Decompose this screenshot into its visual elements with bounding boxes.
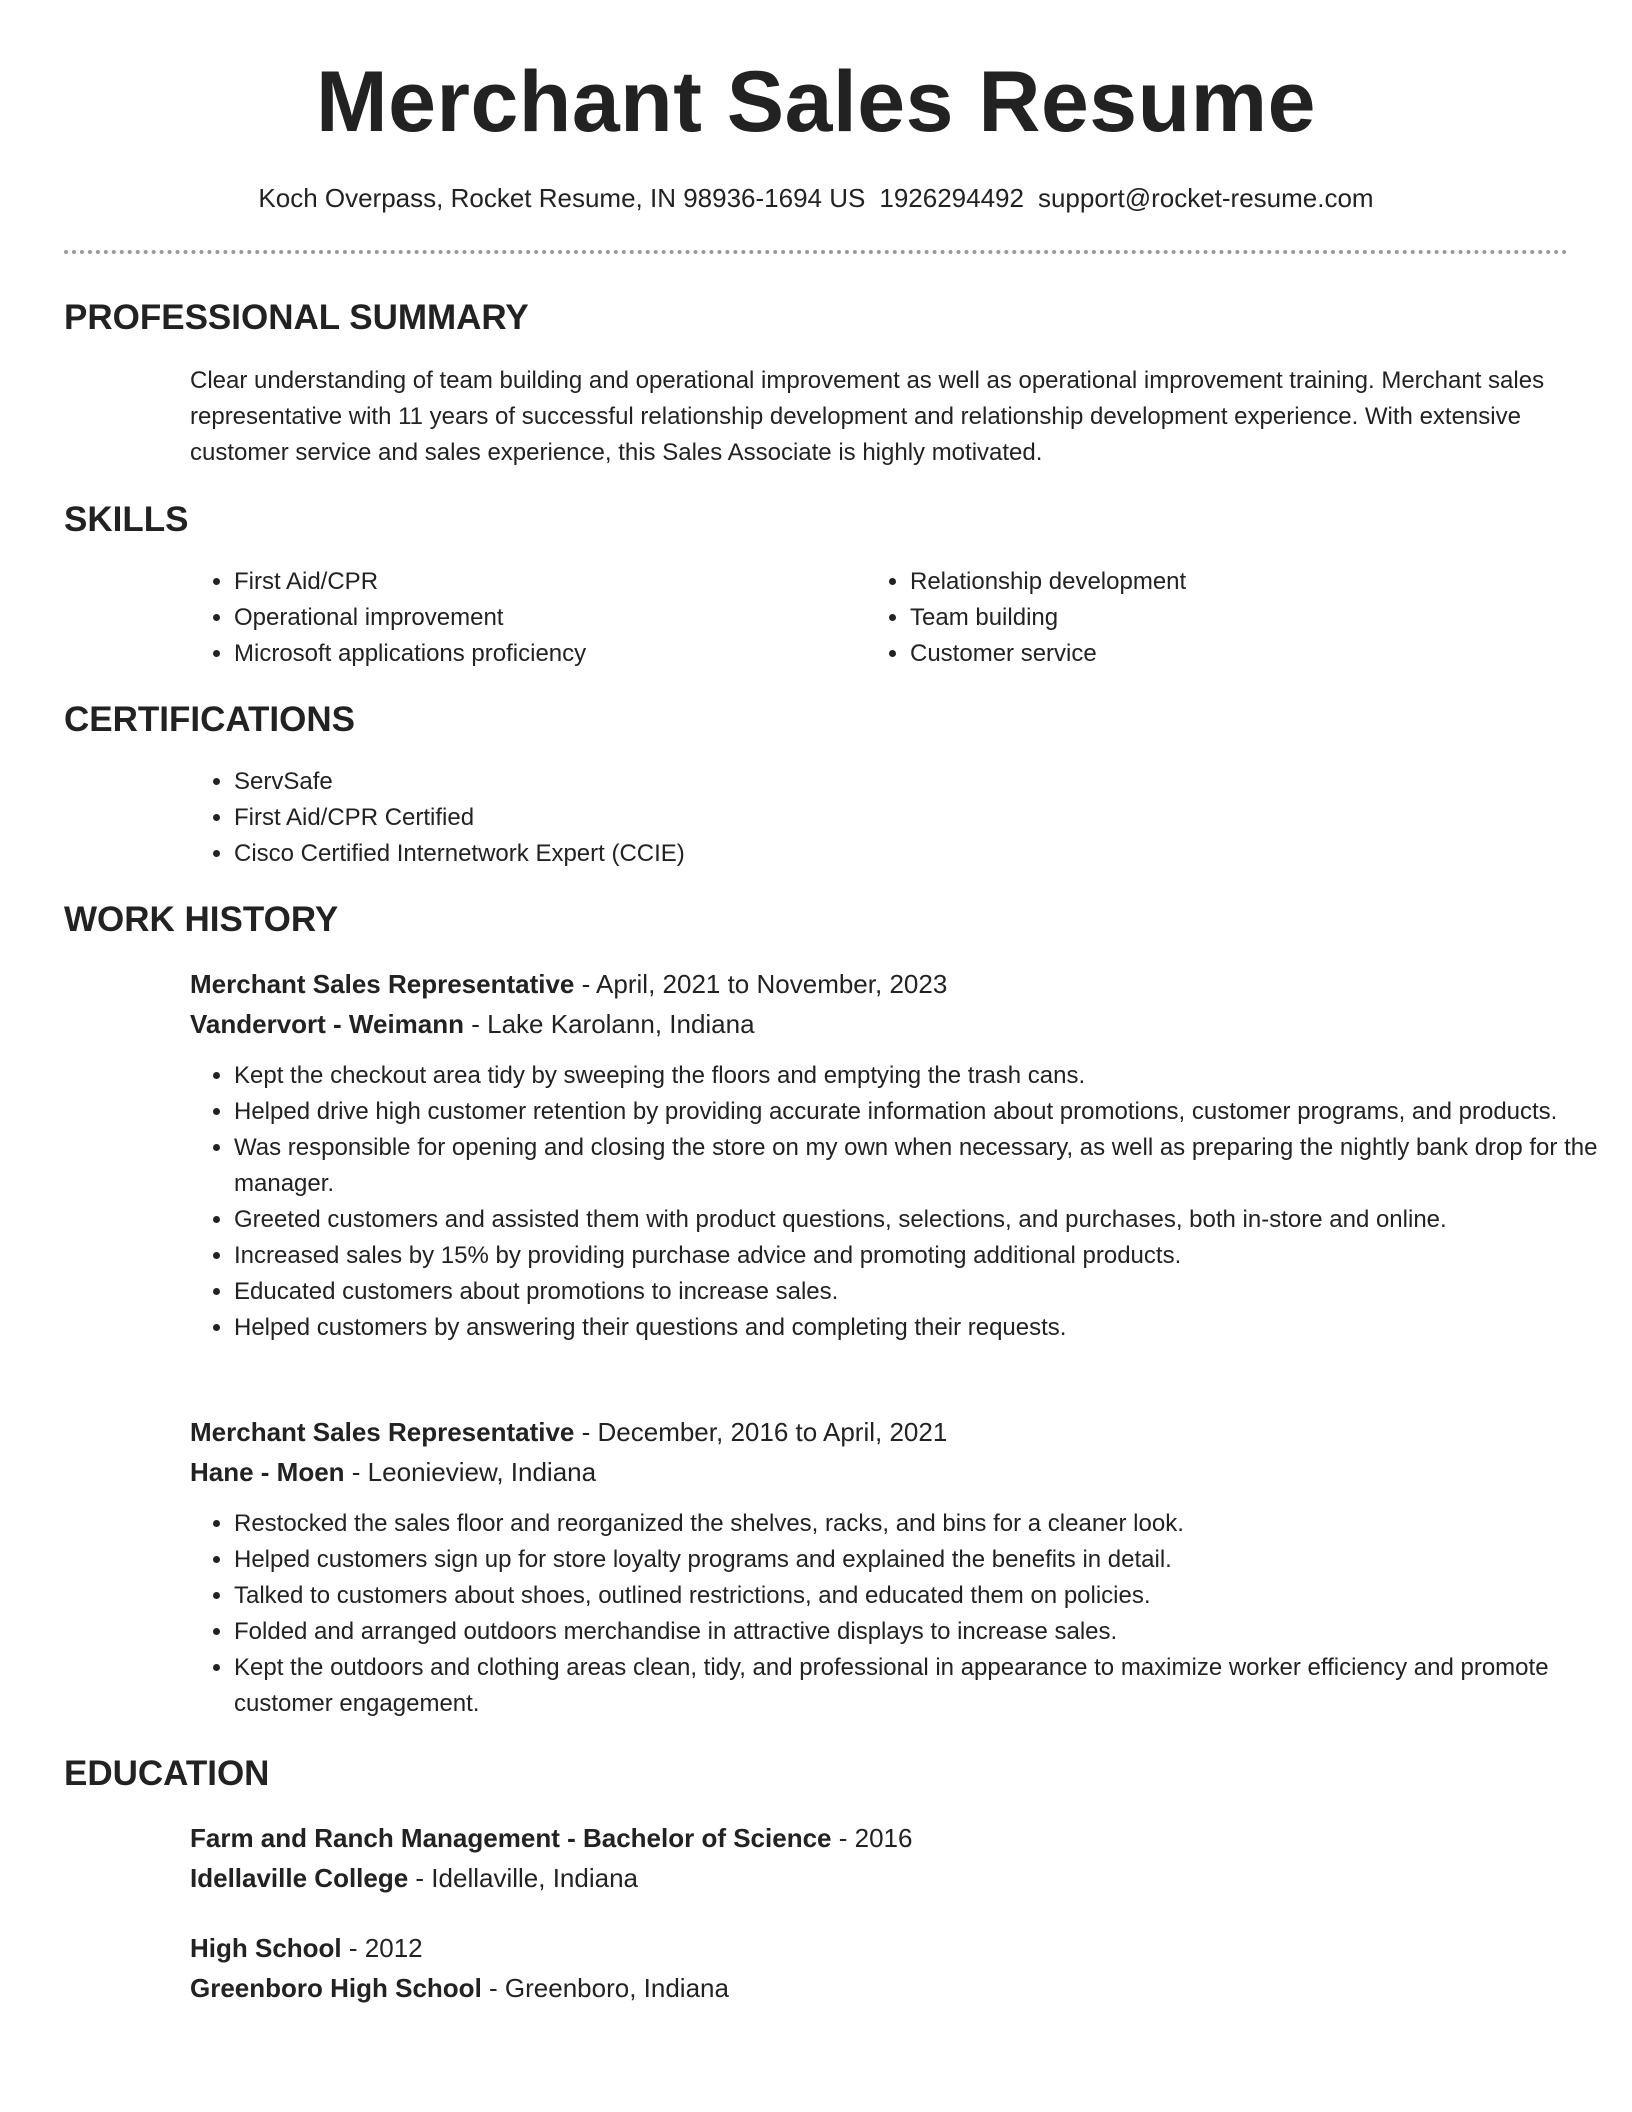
job-2-duties	[190, 1506, 1612, 1722]
duty-item: • Folded and arranged outdoors merchandise in attractive displays to increase sales.	[234, 1614, 1612, 1650]
education-2-location: - Greenboro, Indiana	[481, 1973, 729, 2003]
education-1-degree-line	[190, 1818, 912, 1858]
skills-list-left	[190, 564, 834, 672]
job-2-company: Hane - Moen	[190, 1457, 345, 1487]
contact-phone: 1926294492	[879, 183, 1024, 213]
duty-item: • Talked to customers about shoes, outlined restrictions, and educated them on policies.	[234, 1578, 1612, 1614]
duty-item: • Educated customers about promotions to increase sales.	[234, 1274, 1612, 1310]
job-1-title: Merchant Sales Representative	[190, 969, 575, 999]
education-1-school-line	[190, 1858, 638, 1898]
header-divider	[64, 250, 1568, 254]
job-2-dates: - December, 2016 to April, 2021	[574, 1417, 948, 1447]
duty-item: • Restocked the sales floor and reorganized the shelves, racks, and bins for a cleaner look.	[234, 1506, 1612, 1542]
skills-list-right	[866, 564, 1510, 672]
contact-address: Koch Overpass, Rocket Resume, IN 98936-1694 US	[258, 183, 866, 213]
certification-item: • First Aid/CPR Certified	[234, 800, 1234, 836]
summary-heading: PROFESSIONAL SUMMARY	[64, 298, 529, 337]
skill-item: • Customer service	[910, 636, 1510, 672]
work-heading: WORK HISTORY	[64, 900, 339, 939]
education-1-degree: Farm and Ranch Management - Bachelor of Science	[190, 1823, 832, 1853]
education-2-school: Greenboro High School	[190, 1973, 482, 2003]
duty-item: • Kept the outdoors and clothing areas clean, tidy, and professional in appearance to maximize worker efficiency and promote customer engagement.	[234, 1650, 1612, 1722]
job-1-dates: - April, 2021 to November, 2023	[574, 969, 948, 999]
job-2-company-line	[190, 1452, 596, 1492]
job-1-company-line	[190, 1004, 755, 1044]
job-1-company: Vandervort - Weimann	[190, 1009, 465, 1039]
job-1-duties	[190, 1058, 1612, 1346]
education-2-degree: High School	[190, 1933, 342, 1963]
job-1-location: - Lake Karolann, Indiana	[464, 1009, 755, 1039]
certification-item: • ServSafe	[234, 764, 1234, 800]
education-1-year: - 2016	[831, 1823, 913, 1853]
skill-item: • Team building	[910, 600, 1510, 636]
education-2-degree-line	[190, 1928, 423, 1968]
contact-email[interactable]: support@rocket-resume.com	[1037, 183, 1374, 213]
skills-heading: SKILLS	[64, 500, 189, 539]
job-2-location: - Leonieview, Indiana	[344, 1457, 597, 1487]
education-2-school-line	[190, 1968, 729, 2008]
education-1-school: Idellaville College	[190, 1863, 409, 1893]
skill-item: • Microsoft applications proficiency	[234, 636, 834, 672]
education-1-location: - Idellaville, Indiana	[408, 1863, 639, 1893]
education-2-year: - 2012	[341, 1933, 423, 1963]
duty-item: • Helped customers sign up for store loyalty programs and explained the benefits in detail.	[234, 1542, 1612, 1578]
certifications-list	[190, 764, 1234, 872]
job-2-title: Merchant Sales Representative	[190, 1417, 575, 1447]
education-heading: EDUCATION	[64, 1754, 270, 1793]
skill-item: • Operational improvement	[234, 600, 834, 636]
summary-text: Clear understanding of team building and operational improvement as well as operational improvement training. Merchant sales representative with 11 years of successful relationship development and relationship development experience. With extensive customer service and sales experience, this Sales Associate is highly motivated.	[190, 367, 1545, 466]
duty-item: • Kept the checkout area tidy by sweeping the floors and emptying the trash cans.	[234, 1058, 1612, 1094]
certification-item: • Cisco Certified Internetwork Expert (CCIE)	[234, 836, 1234, 872]
duty-item: • Was responsible for opening and closing the store on my own when necessary, as well as preparing the nightly bank drop for the manager.	[234, 1130, 1612, 1202]
resume-title: Merchant Sales Resume	[316, 54, 1316, 150]
certifications-heading: CERTIFICATIONS	[64, 700, 356, 739]
skill-item: • First Aid/CPR	[234, 564, 834, 600]
job-2-title-line	[190, 1412, 947, 1452]
contact-line	[0, 181, 1632, 215]
duty-item: • Helped drive high customer retention by providing accurate information about promotions, customer programs, and products.	[234, 1094, 1612, 1130]
skill-item: • Relationship development	[910, 564, 1510, 600]
job-1-title-line	[190, 964, 947, 1004]
duty-item: • Increased sales by 15% by providing purchase advice and promoting additional products.	[234, 1238, 1612, 1274]
duty-item: • Greeted customers and assisted them with product questions, selections, and purchases, both in-store and online.	[234, 1202, 1612, 1238]
duty-item: • Helped customers by answering their questions and completing their requests.	[234, 1310, 1612, 1346]
